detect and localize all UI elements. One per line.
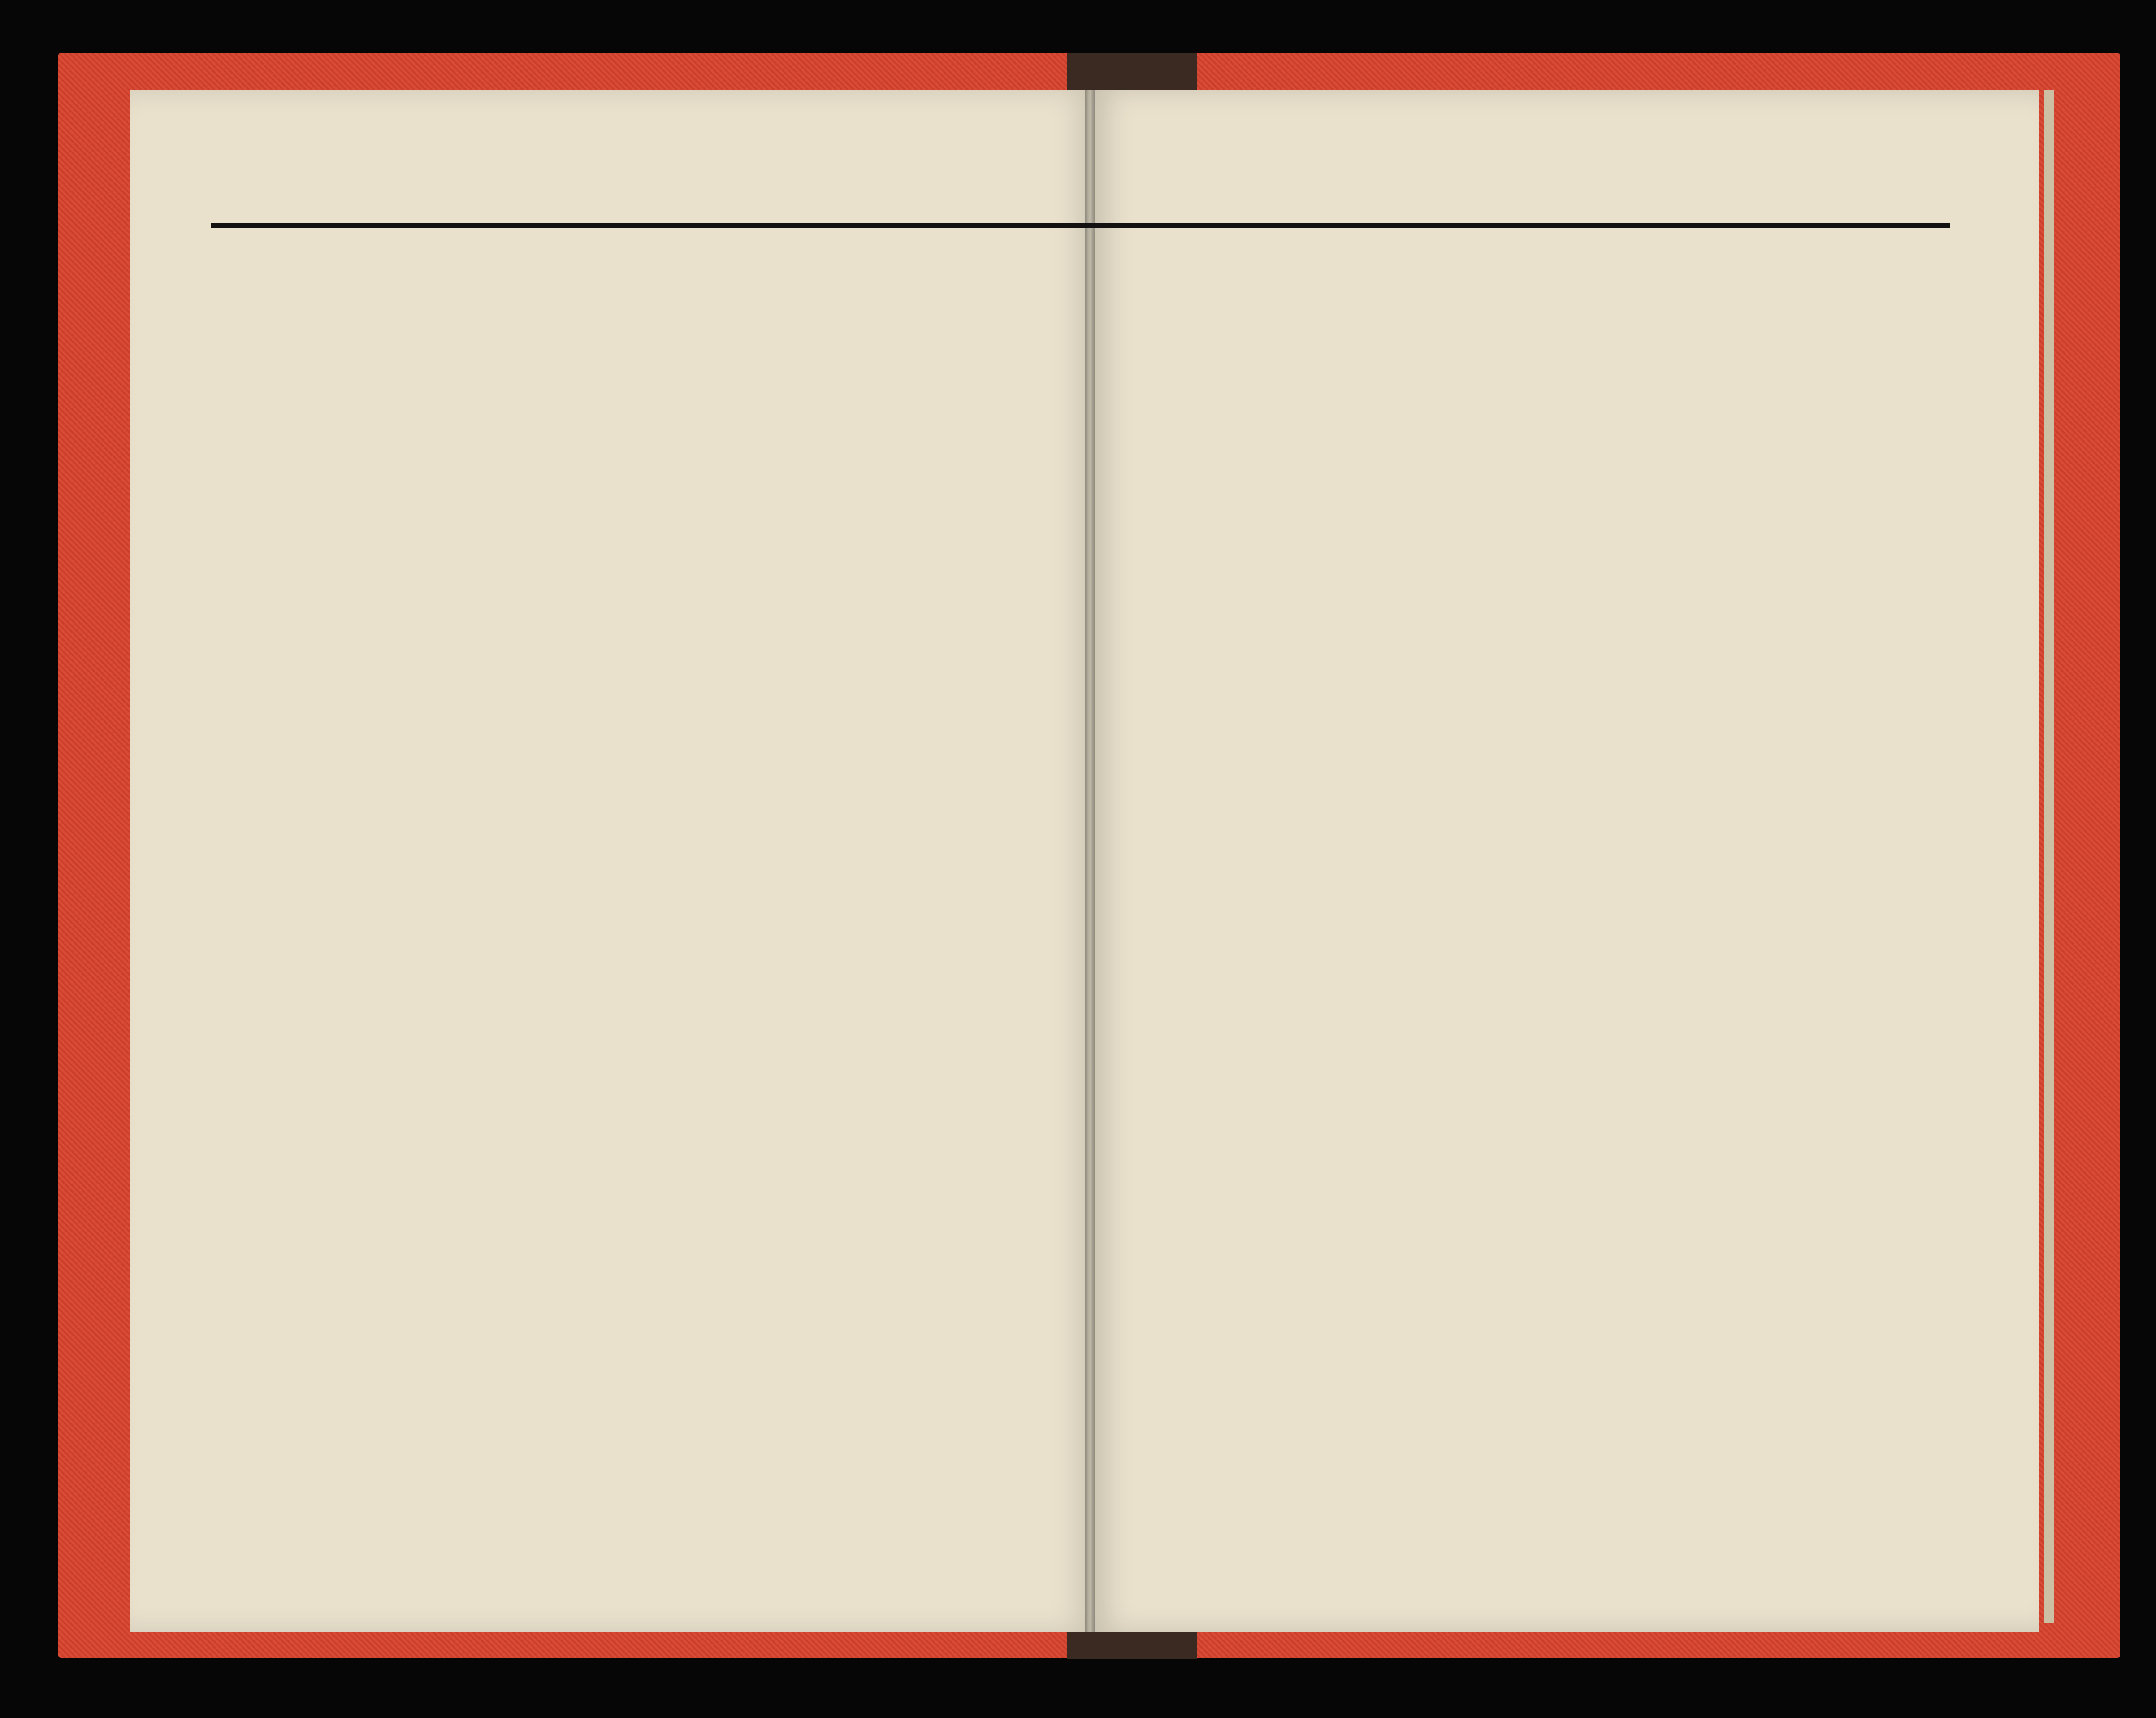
left-page	[130, 90, 1096, 1632]
book-gutter	[1085, 90, 1095, 1632]
title-rule	[211, 223, 1950, 228]
page-edge	[2044, 90, 2054, 1623]
right-page	[1089, 90, 2039, 1632]
